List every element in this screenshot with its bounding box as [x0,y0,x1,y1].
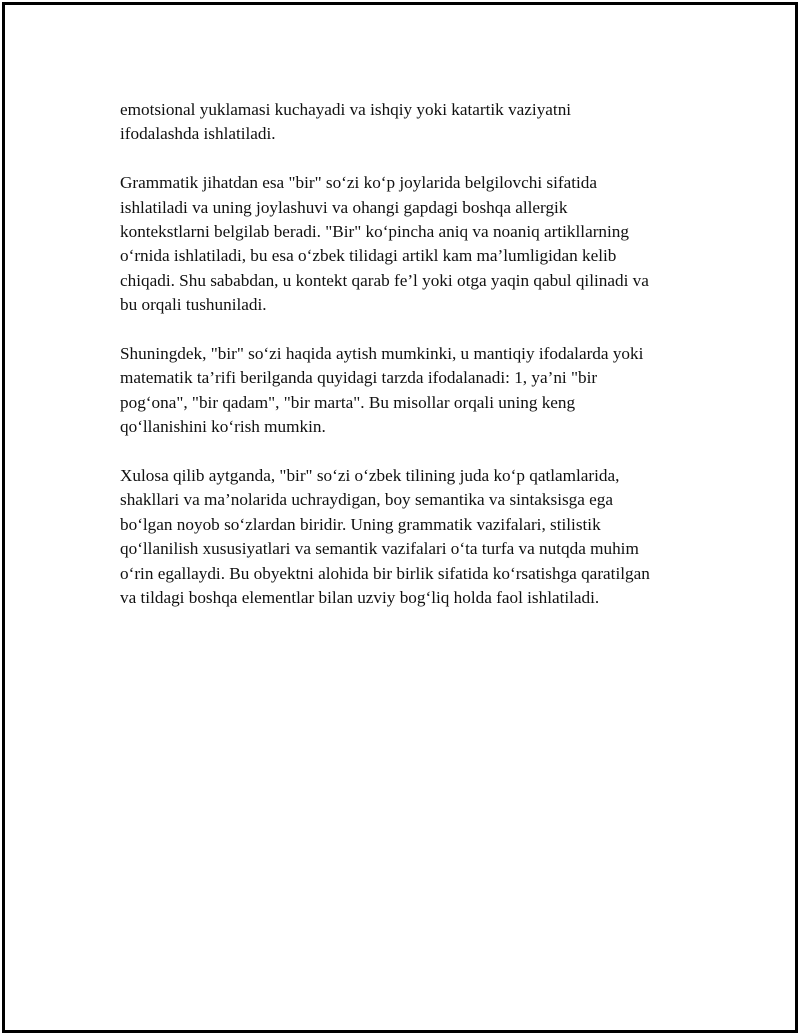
paragraph-mathematical-use: Shuningdek, "bir" so‘zi haqida aytish mumkinki, u mantiqiy ifodalarda yoki matematik ta’rifi berilganda quyidagi tarzda ifodalanadi: 1, ya’ni "bir pog‘ona", "bir qadam", "bir marta". Bu misollar orqali uning keng qo‘llanishini ko‘rish mumkin. [120,344,644,437]
document-body [120,98,695,635]
paragraph-emotional-load: emotsional yuklamasi kuchayadi va ishqiy yoki katartik vaziyatni ifodalashda ishlatiladi. [120,100,572,144]
paragraph-conclusion: Xulosa qilib aytganda, "bir" so‘zi o‘zbek tilining juda ko‘p qatlamlarida, shakllari va ma’nolarida uchraydigan, boy semantika va sintaksisga ega bo‘lgan noyob so‘zlardan biridir. Uning grammatik vazifalari, stilistik qo‘llanilish xususiyatlari va semantik vazifalari o‘ta turfa va nutqda muhim o‘rin egallaydi. Bu obyektni alohida bir birlik sifatida ko‘rsatishga qaratilgan va tildagi boshqa elementlar bilan uzviy bog‘liq holda faol ishlatiladi. [120,466,650,608]
paragraph-grammatical-role: Grammatik jihatdan esa "bir" so‘zi ko‘p joylarida belgilovchi sifatida ishlatiladi va uning joylashuvi va ohangi gapdagi boshqa allergik kontekstlarni belgilab beradi. "Bir" ko‘pincha aniq va noaniq artikllarning o‘rnida ishlatiladi, bu esa o‘zbek tilidagi artikl kam ma’lumligidan kelib chiqadi. Shu sababdan, u kontekt qarab fe’l yoki otga yaqin qabul qilinadi va bu orqali tushuniladi. [120,173,649,315]
page-frame [2,2,798,1033]
